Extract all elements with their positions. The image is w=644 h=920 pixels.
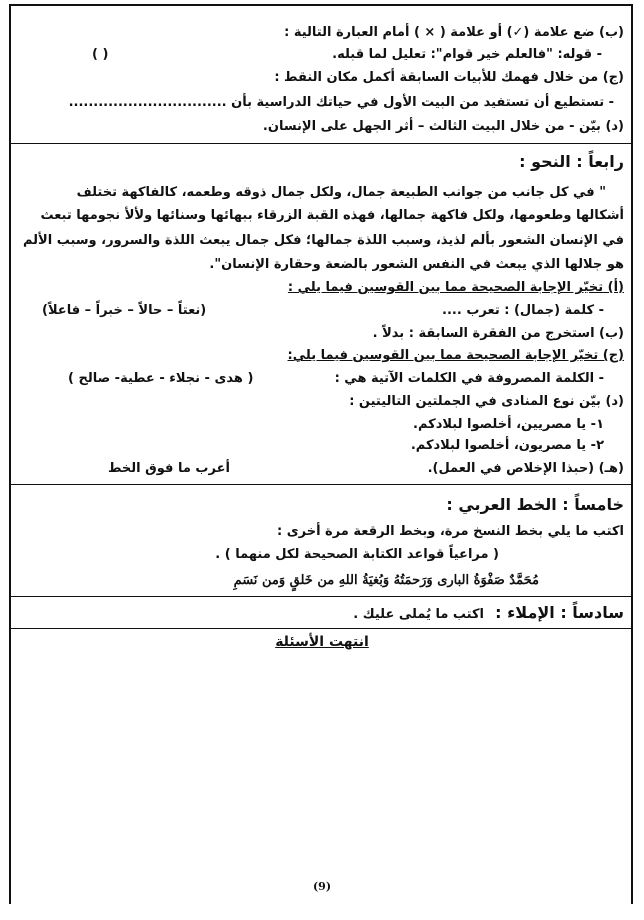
section-b-item: - قوله: "فالعلم خير قوام": تعليل لما قبله.	[332, 47, 602, 62]
divider	[11, 596, 631, 597]
section-6-text: اكتب ما يُملى عليك .	[353, 607, 484, 622]
page-number: (9)	[312, 880, 332, 893]
question-a-item: - كلمة (جمال) : تعرب ....	[442, 303, 604, 318]
question-j-item: - الكلمة المصروفة في الكلمات الآتية هي :	[334, 371, 604, 386]
section-j-question: (ج) من خلال فهمك للأبيات السابقة أكمل مكان النقط :	[274, 70, 624, 85]
poetry-verse: مُحَمَّدٌ صَفْوَةُ البارى وَرَحمَتُهُ وَبُغيَةُ اللهِ من خَلقٍ وَمن نَسَمِ	[233, 573, 539, 588]
question-a: (أ) تخيّر الإجابة الصحيحة مما بين القوسين فيما يلي :	[287, 280, 624, 295]
section-j-item: - تستطيع أن تستفيد من البيت الأول في حياتك الدراسية بأن ................................	[68, 95, 614, 110]
divider	[11, 484, 631, 485]
question-j-options: ( هدى - نجلاء - عطية- صالح )	[68, 371, 254, 386]
passage-line: أشكالها وطعومها، ولكل فاكهة جمالها، فهذه القبة الزرقاء ببهائها وسنائها ولألأ نجومها تبعث	[40, 208, 624, 223]
question-j: (ج) تخيّر الإجابة الصحيحة مما بين القوسين فيما يلي:	[287, 348, 624, 363]
question-d-1: ١- يا مصريين، أخلصوا لبلادكم.	[413, 417, 604, 432]
question-h-task: أعرب ما فوق الخط	[108, 461, 230, 476]
passage-line: " في كل جانب من جوانب الطبيعة جمال، ولكل جمال ذوقه وطعمه، كالفاكهة تختلف	[76, 185, 606, 200]
question-b: (ب) استخرج من الفقرة السابقة : بدلاً .	[372, 326, 624, 341]
section-d-question: (د) بيّن - من خلال البيت الثالث – أثر الجهل على الإنسان.	[262, 119, 624, 134]
section-5-title: خامساً : الخط العربي :	[446, 495, 624, 514]
answer-paren: ( )	[92, 47, 109, 62]
section-b-question: (ب) ضع علامة (✓) أو علامة ( × ) أمام العبارة التالية :	[284, 25, 624, 40]
question-d: (د) بيّن نوع المنادى في الجملتين التاليتين :	[349, 394, 624, 409]
section-5-note: ( مراعياً قواعد الكتابة الصحيحة لكل منهما ) .	[215, 547, 499, 562]
section-4-title: رابعاً : النحو :	[519, 152, 624, 171]
divider	[11, 143, 631, 144]
question-h: (هـ) (حبذا الإخلاص في العمل).	[427, 461, 624, 476]
end-text: انتهت الأسئلة	[275, 634, 369, 650]
question-d-2: ٢- يا مصريون، أخلصوا لبلادكم.	[410, 438, 604, 453]
passage-line: هو جلالها الذي يبعث في النفس الشعور بالضعة وحقارة الإنسان".	[209, 257, 624, 272]
passage-line: في الإنسان الشعور بألم لذيذ، وسبب اللذة جمالها؛ فكل جمال يبعث اللذة والسرور، وسبب الألم	[22, 233, 624, 248]
page-frame	[9, 4, 633, 904]
section-5-instruction: اكتب ما يلي بخط النسخ مرة، وبخط الرقعة مرة أخرى :	[276, 524, 624, 539]
section-6-title: سادساً : الإملاء :	[495, 603, 624, 622]
question-a-options: (نعتاً – حالاً – خبراً – فاعلاً)	[42, 303, 207, 318]
divider	[11, 628, 631, 629]
